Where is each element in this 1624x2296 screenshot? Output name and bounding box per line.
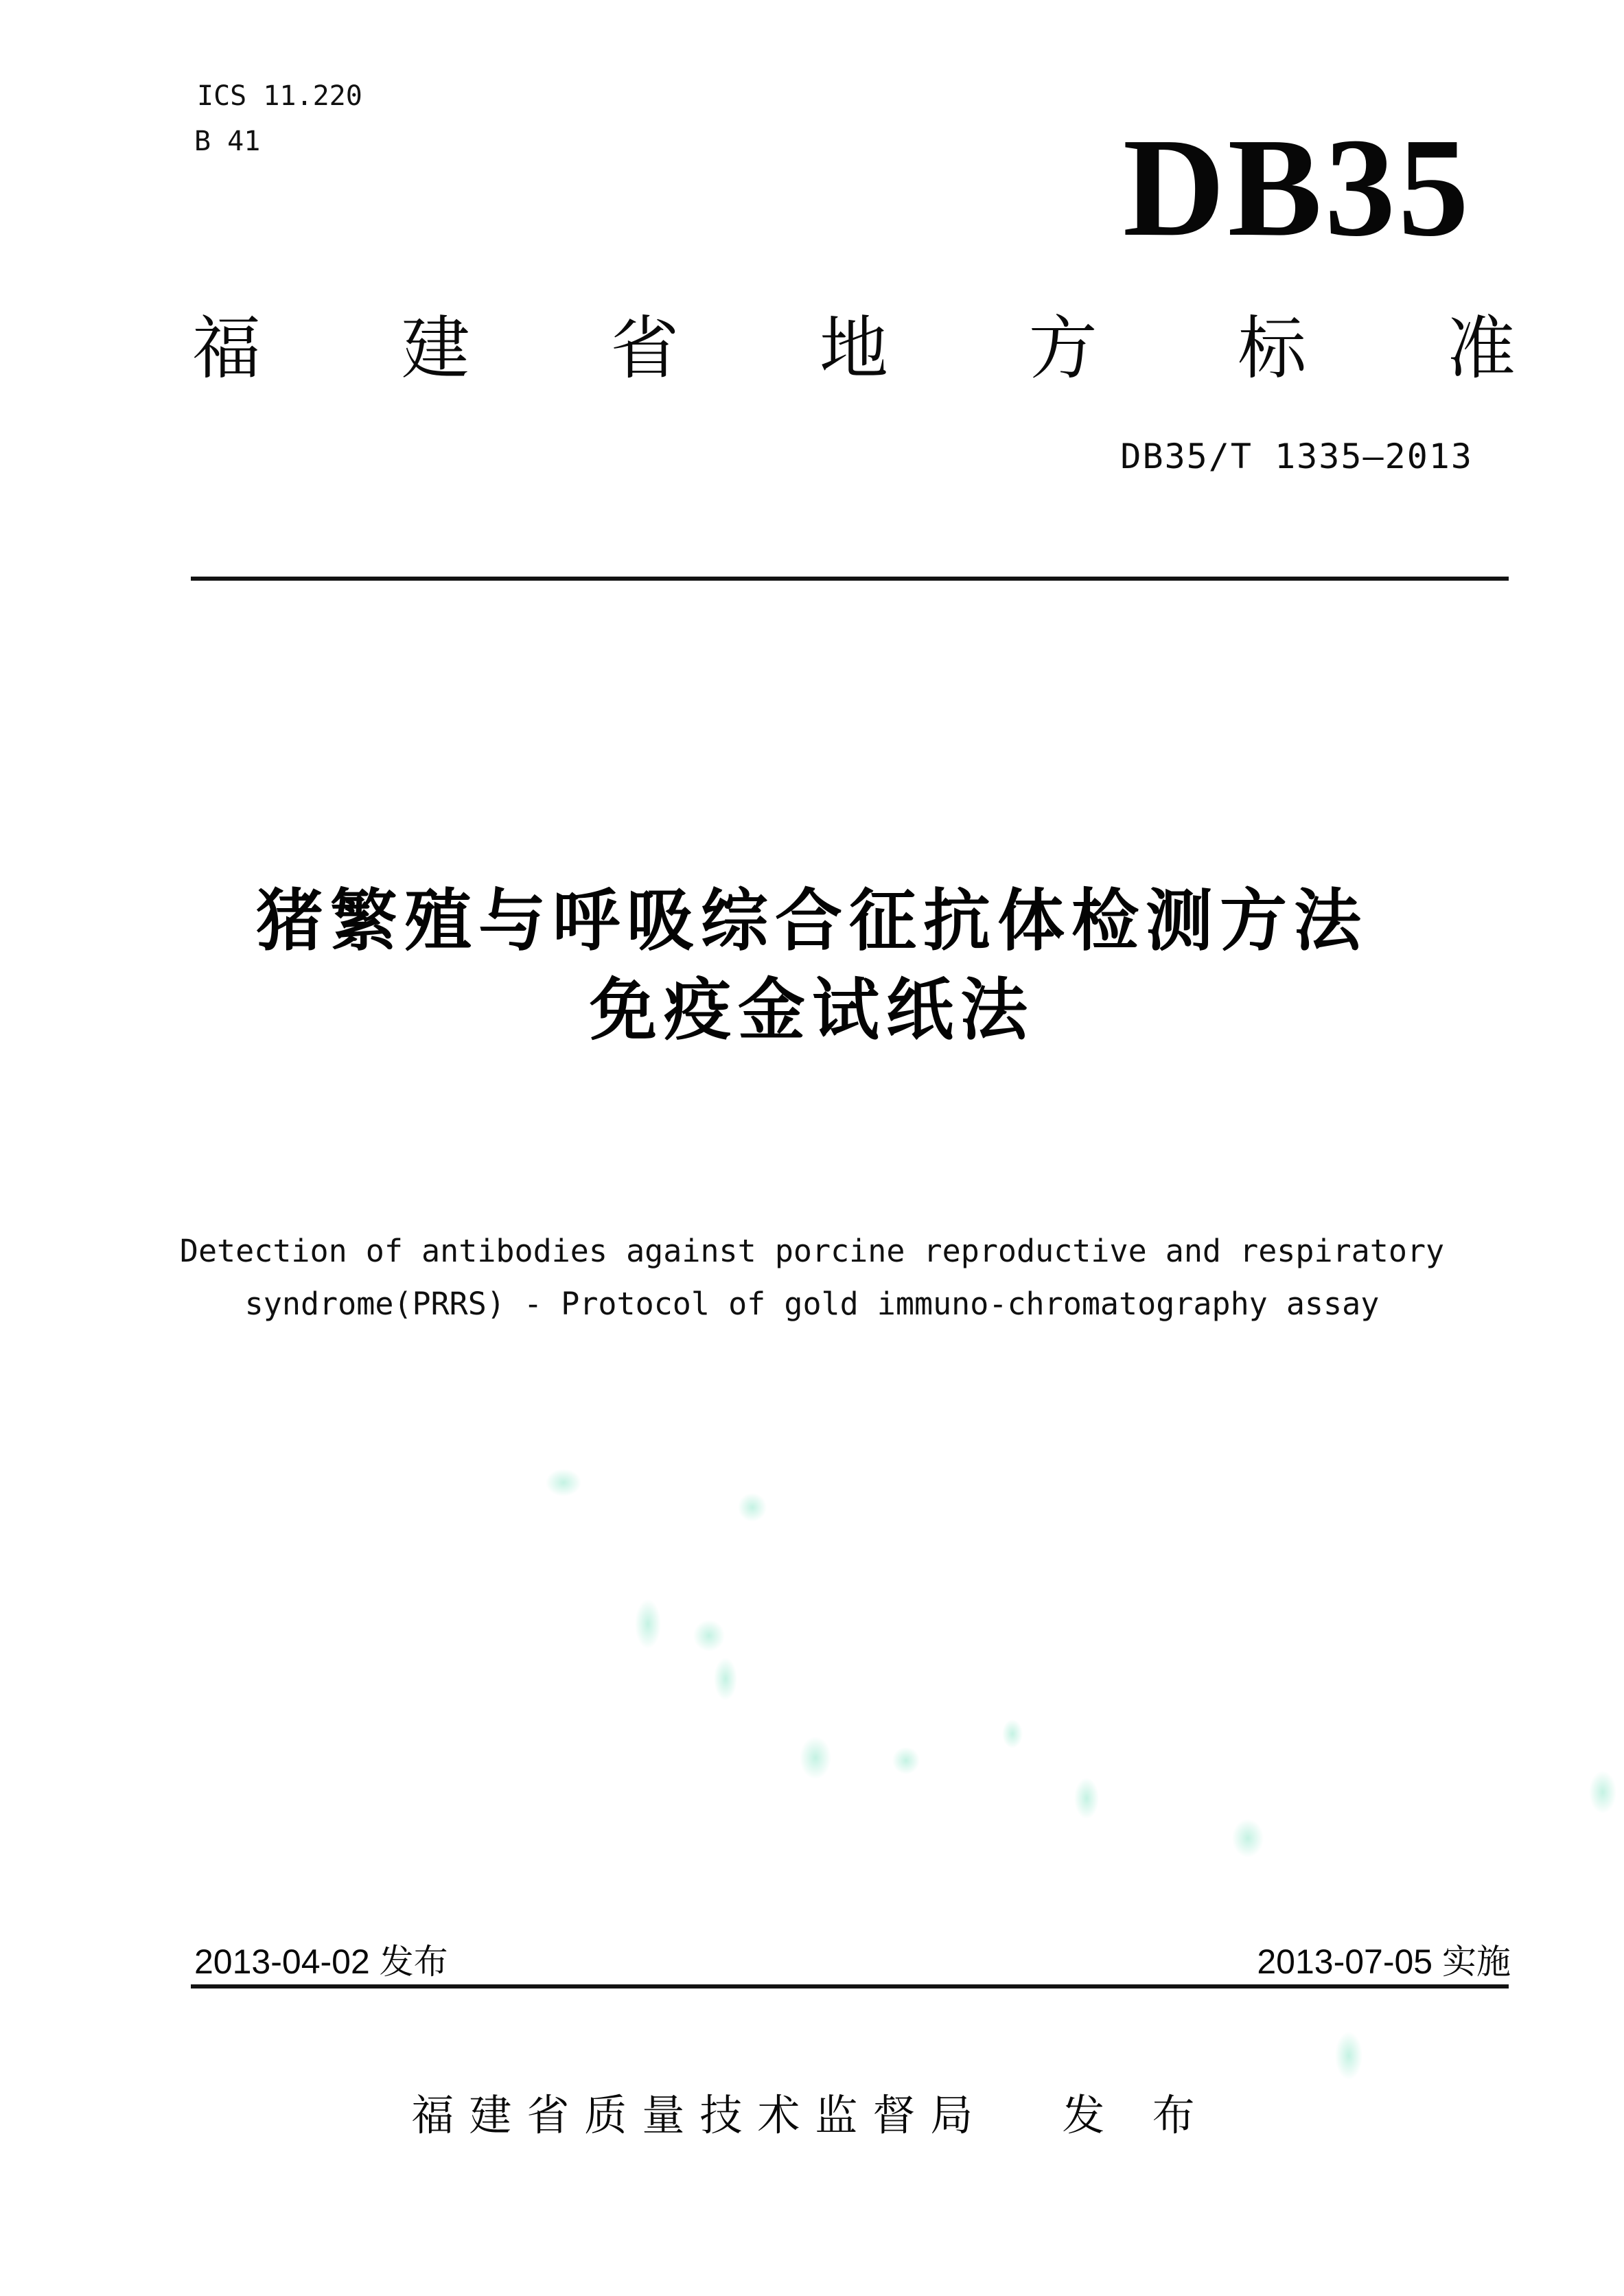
english-title-line2: syndrome(PRRS) - Protocol of gold immuno-chromatography assay xyxy=(244,1286,1380,1322)
watermark-speck xyxy=(1335,2032,1362,2080)
implementation-date: 2013-07-05 实施 xyxy=(1257,1943,1511,1981)
standard-title-line1: 猪繁殖与呼吸综合征抗体检测方法 xyxy=(255,883,1368,958)
header-divider xyxy=(191,577,1509,581)
banner-char: 福 xyxy=(192,310,261,387)
standard-title-line2: 免疫金试纸法 xyxy=(589,972,1034,1047)
banner-char: 省 xyxy=(610,310,680,387)
standard-number: DB35/T 1335—2013 xyxy=(1120,437,1473,476)
watermark-speck xyxy=(714,1658,737,1700)
classification-code: B 41 xyxy=(194,126,261,157)
banner-char: 地 xyxy=(819,310,888,387)
db35-logo: DB35 xyxy=(1122,108,1472,266)
banner-char: 建 xyxy=(401,310,470,387)
watermark-speck xyxy=(635,1599,661,1649)
banner-char: 标 xyxy=(1238,310,1307,387)
issue-date: 2013-04-02 发布 xyxy=(194,1943,448,1981)
watermark-speck xyxy=(1002,1719,1023,1748)
banner-char: 准 xyxy=(1446,310,1516,387)
banner-char: 方 xyxy=(1028,310,1098,387)
standard-type-banner xyxy=(192,310,1516,387)
watermark-speck xyxy=(1074,1778,1099,1819)
publish-action-label: 发 布 xyxy=(1062,2092,1213,2140)
watermark-speck xyxy=(1232,1819,1264,1857)
footer-divider xyxy=(191,1984,1509,1988)
watermark-speck xyxy=(546,1469,581,1496)
english-title-line1: Detection of antibodies against porcine reproductive and respiratory xyxy=(179,1233,1445,1269)
watermark-speck xyxy=(892,1747,920,1774)
watermark-speck xyxy=(738,1493,767,1522)
publisher-row xyxy=(0,2092,1624,2140)
watermark-speck xyxy=(800,1737,831,1779)
publisher-name: 福建省质量技术监督局 xyxy=(411,2092,988,2140)
ics-code: ICS 11.220 xyxy=(197,80,362,112)
watermark-speck xyxy=(1589,1771,1616,1813)
watermark-speck xyxy=(693,1620,725,1651)
